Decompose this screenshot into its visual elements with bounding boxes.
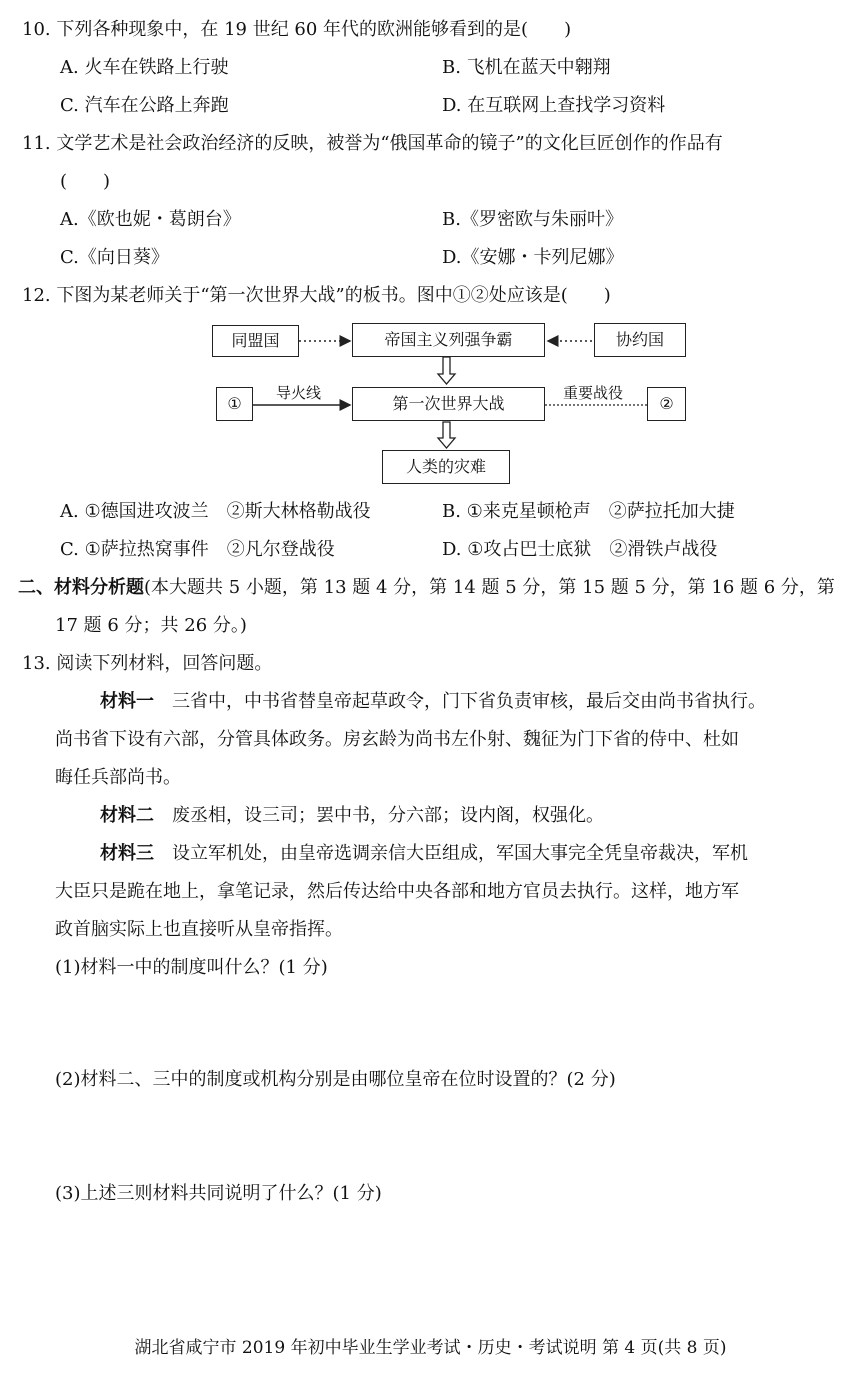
down-arrow-2 (438, 422, 455, 448)
fuse-label: 导火线 (276, 384, 322, 402)
material-1-label: 材料一 (100, 691, 154, 712)
q10-option-d: D. 在互联网上查找学习资料 (442, 95, 666, 116)
material-3-line2: 大臣只是跪在地上，拿笔记录，然后传达给中央各部和地方官员去执行。这样，地方军 (55, 881, 739, 902)
q11-option-b: B.《罗密欧与朱丽叶》 (442, 209, 623, 230)
down-arrow-1 (438, 357, 455, 384)
box-disaster: 人类的灾难 (382, 450, 510, 484)
material-3-label: 材料三 (100, 843, 154, 864)
q10-option-b: B. 飞机在蓝天中翱翔 (442, 57, 611, 78)
material-2-line1 (100, 804, 604, 828)
q12-stem: 12. 下图为某老师关于“第一次世界大战”的板书。图中①②处应该是( ) (22, 285, 611, 306)
q11-option-c: C.《向日葵》 (60, 247, 169, 268)
page-footer: 湖北省咸宁市 2019 年初中毕业生学业考试・历史・考试说明 第 4 页(共 8 页) (134, 1338, 727, 1358)
q13-sub2: (2)材料二、三中的制度或机构分别是由哪位皇帝在位时设置的？(2 分) (55, 1069, 616, 1090)
material-1-line1 (100, 690, 766, 714)
material-3-line1 (100, 842, 748, 866)
material-3-line3: 政首脑实际上也直接听从皇帝指挥。 (55, 919, 343, 940)
section-title: 二、材料分析题 (18, 577, 144, 598)
q11-option-a: A.《欧也妮・葛朗台》 (60, 209, 241, 230)
q11-option-d: D.《安娜・卡列尼娜》 (442, 247, 624, 268)
diagram-connectors (0, 0, 861, 500)
battle-label: 重要战役 (563, 384, 624, 402)
box-ww1: 第一次世界大战 (352, 387, 545, 421)
material-2-text: 废丞相，设三司；罢中书，分六部；设内阁，权强化。 (154, 805, 604, 826)
section-instructions-line2: 17 题 6 分；共 26 分。) (55, 615, 247, 636)
section-heading (18, 576, 835, 600)
q10-stem: 10. 下列各种现象中，在 19 世纪 60 年代的欧洲能够看到的是( ) (22, 19, 572, 40)
q11-stem-bracket: ( ) (60, 171, 111, 192)
box-imperial: 帝国主义列强争霸 (352, 323, 545, 357)
material-3-text: 设立军机处，由皇帝选调亲信大臣组成，军国大事完全凭皇帝裁决，军机 (154, 843, 748, 864)
box-entente: 协约国 (594, 323, 686, 357)
q12-option-b: B. ①来克星顿枪声 ②萨拉托加大捷 (442, 501, 735, 522)
q13-sub3: (3)上述三则材料共同说明了什么？(1 分) (55, 1183, 382, 1204)
q10-option-c: C. 汽车在公路上奔跑 (60, 95, 229, 116)
material-2-label: 材料二 (100, 805, 154, 826)
q13-sub1: (1)材料一中的制度叫什么？(1 分) (55, 957, 328, 978)
q12-option-d: D. ①攻占巴士底狱 ②滑铁卢战役 (442, 539, 718, 560)
q10-option-a: A. 火车在铁路上行驶 (60, 57, 229, 78)
q12-option-c: C. ①萨拉热窝事件 ②凡尔登战役 (60, 539, 335, 560)
box-blank-2: ② (647, 387, 686, 421)
q11-stem: 11. 文学艺术是社会政治经济的反映，被誉为“俄国革命的镜子”的文化巨匠创作的作品有 (22, 133, 723, 154)
material-1-text: 三省中，中书省替皇帝起草政令，门下省负责审核，最后交由尚书省执行。 (154, 691, 766, 712)
material-1-line3: 晦任兵部尚书。 (55, 767, 181, 788)
box-blank-1: ① (216, 387, 253, 421)
q13-stem: 13. 阅读下列材料，回答问题。 (22, 653, 273, 674)
q12-option-a: A. ①德国进攻波兰 ②斯大林格勒战役 (60, 501, 371, 522)
box-allies: 同盟国 (212, 325, 299, 357)
material-1-line2: 尚书省下设有六部，分管具体政务。房玄龄为尚书左仆射、魏征为门下省的侍中、杜如 (55, 729, 739, 750)
section-instructions: (本大题共 5 小题，第 13 题 4 分，第 14 题 5 分，第 15 题 5 分，第 16 题 6 分，第 (144, 577, 835, 598)
